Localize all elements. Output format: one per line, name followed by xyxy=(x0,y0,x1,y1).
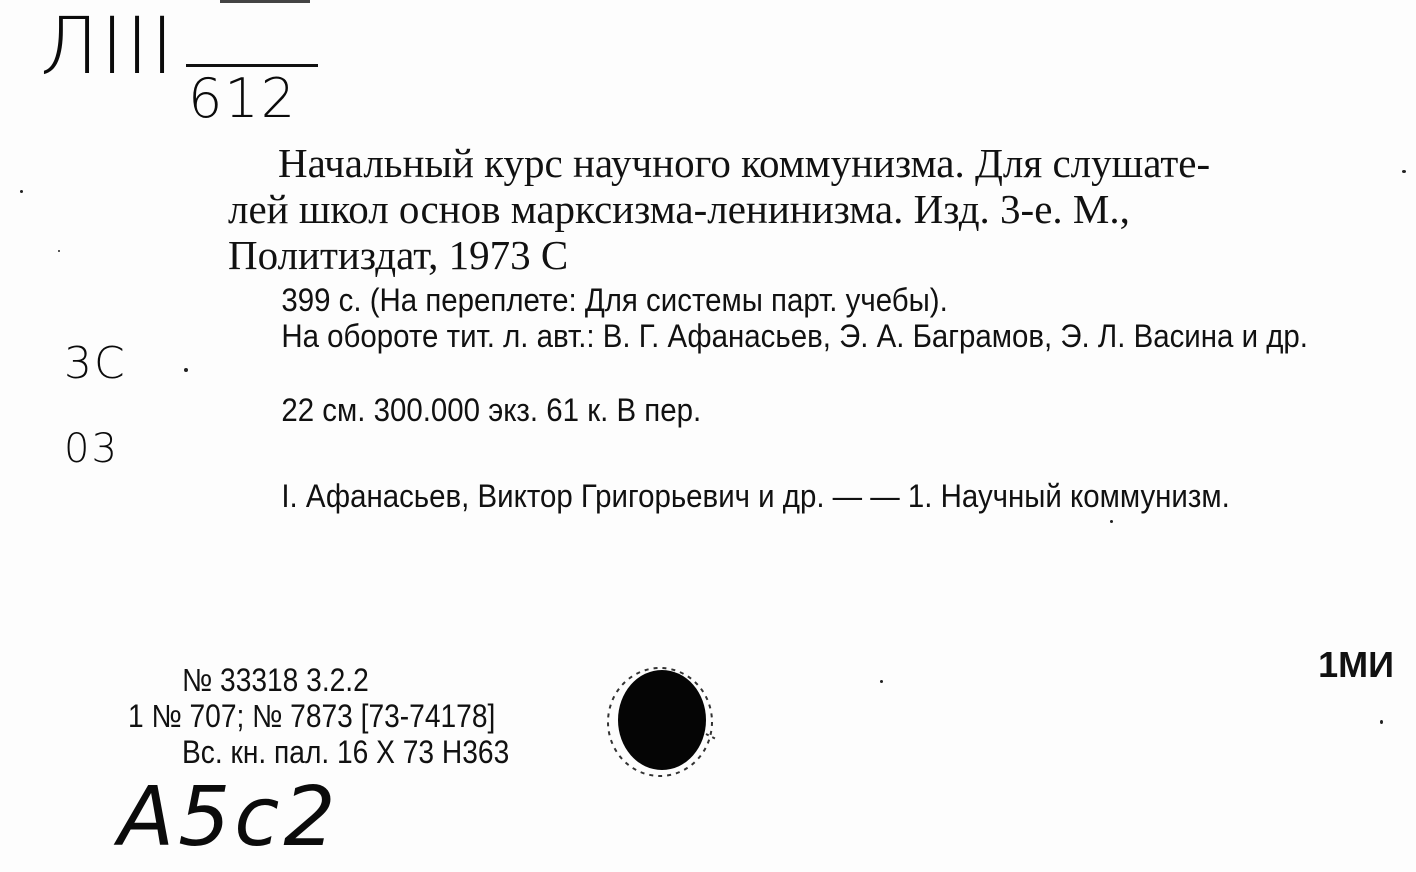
punch-hole-icon xyxy=(602,664,718,782)
noise-speck xyxy=(1402,170,1406,173)
call-number-bottom: 612 xyxy=(188,67,298,130)
title-block xyxy=(228,140,1398,278)
registry-line-3: Вс. кн. пал. 16 X 73 Н363 xyxy=(182,734,510,770)
title-line-3: Политиздат, 1973 С xyxy=(228,232,569,278)
card-mark: 1МИ xyxy=(1318,644,1394,685)
handwritten-code-1: 3C xyxy=(64,338,127,389)
noise-speck xyxy=(1380,720,1383,724)
authors-note: На обороте тит. л. авт.: В. Г. Афанасьев, Э. А. Баграмов, Э. Л. Васина и др. xyxy=(281,318,1308,354)
handwritten-bottom-note: A5c2 xyxy=(118,770,340,865)
subject-tracing: I. Афанасьев, Виктор Григорьевич и др. — — 1. Научный коммунизм. xyxy=(281,478,1230,514)
registry-line-2: 1 № 707; № 7873 [73-74178] xyxy=(128,698,496,734)
title-line-2: лей школ основ марксизма-ленинизма. Изд. 3-е. М., xyxy=(228,186,1130,232)
noise-speck xyxy=(58,250,60,252)
size-note: 22 см. 300.000 экз. 61 к. В пер. xyxy=(281,392,702,428)
call-number-top: ЛIII xyxy=(40,2,176,92)
pages-note: 399 с. (На переплете: Для системы парт. учебы). xyxy=(281,282,948,318)
registry-line-1: № 33318 3.2.2 xyxy=(182,662,369,698)
noise-speck xyxy=(20,190,23,193)
handwritten-code-2: 03 xyxy=(64,426,119,472)
title-line-1: Начальный курс научного коммунизма. Для слушате- xyxy=(278,140,1211,186)
noise-speck xyxy=(1110,520,1113,523)
noise-speck xyxy=(184,368,188,372)
noise-speck xyxy=(880,680,883,683)
top-edge-mark xyxy=(220,0,310,3)
